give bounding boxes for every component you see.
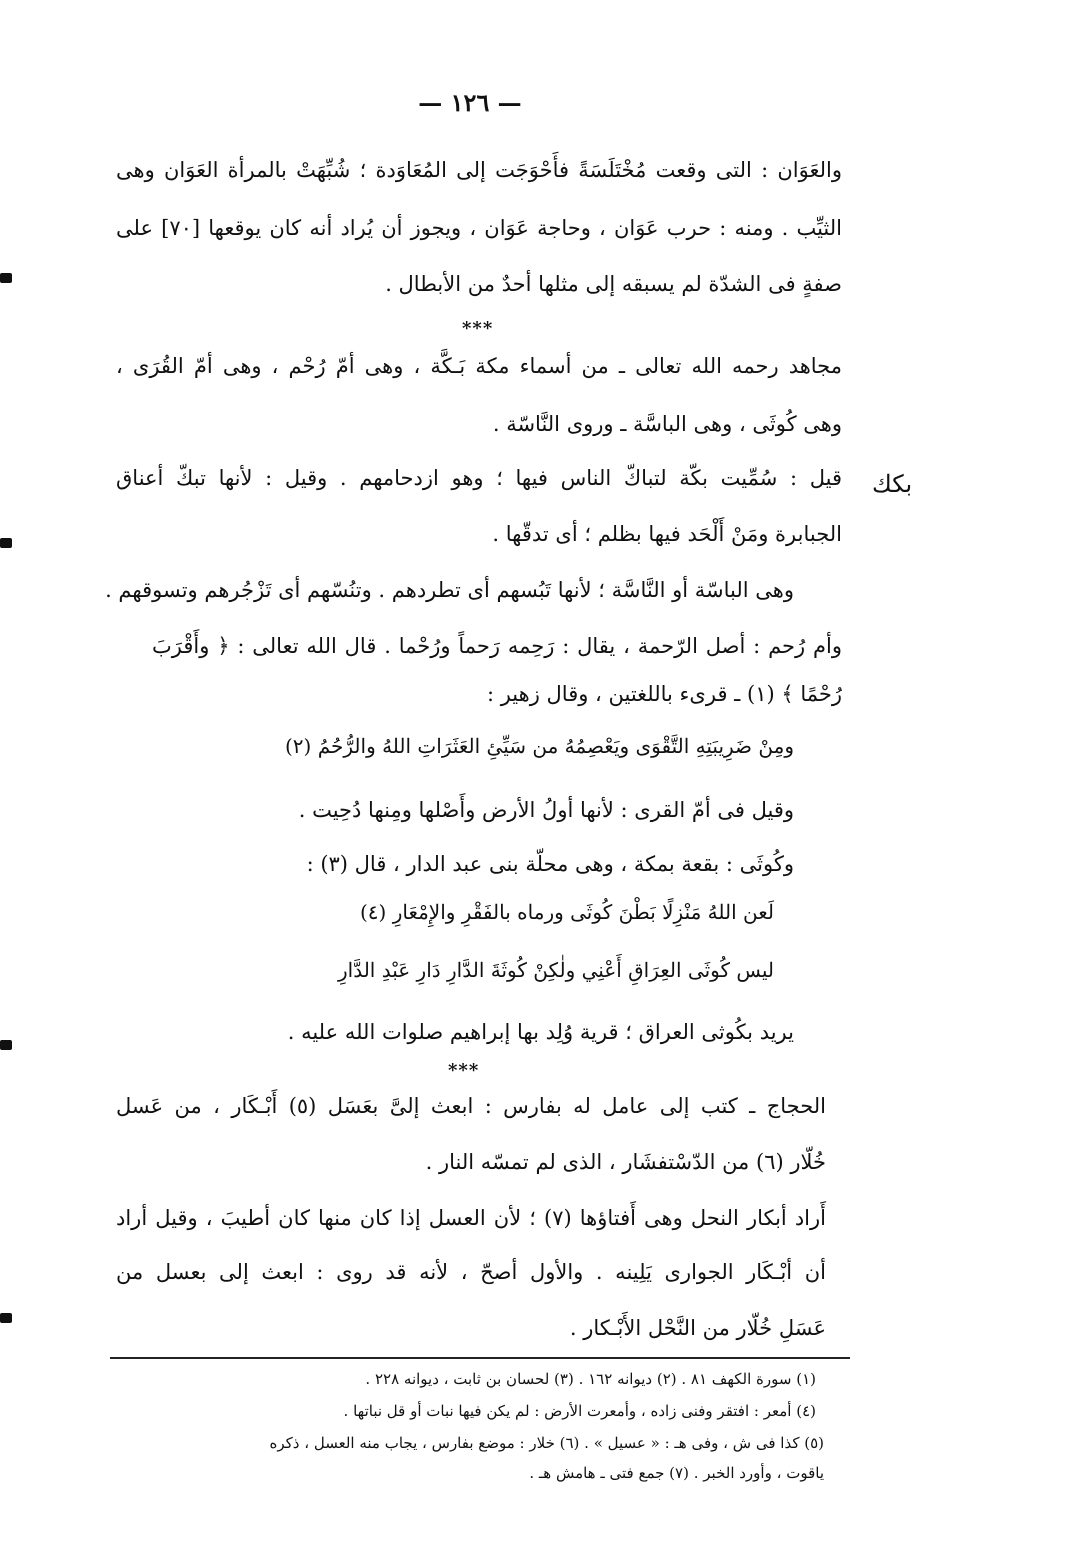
text-line: الثيِّب . ومنه : حرب عَوَان ، وحاجة عَوَان ، ويجوز أن يُراد أنه كان يوقعها [٧٠] على <box>116 216 842 240</box>
poetry-verse: لَعن اللهُ مَنْزِلًا بَطْنَ كُوثَى ورماه بالفَقْرِ والإِمْعَارِ (٤) <box>359 900 774 924</box>
section-separator: *** <box>448 1060 480 1081</box>
scan-edge-mark <box>0 538 12 548</box>
footnote-divider <box>110 1357 850 1359</box>
text-line: الجبابرة ومَنْ أَلْحَد فيها بظلم ؛ أى تدقّها . <box>492 522 842 546</box>
footnote-line: (١) سورة الكهف ٨١ . (٢) ديوانه ١٦٢ . (٣) لحسان بن ثابت ، ديوانه ٢٢٨ . <box>365 1370 816 1388</box>
footnote-line: (٥) كذا فى ش ، وفى هـ : « عسيل » . (٦) خلار : موضع بفارس ، يجاب منه العسل ، ذكره <box>269 1434 824 1452</box>
poetry-verse: ومِنْ ضَرِيبَتِهِ التَّقْوَى ويَعْصِمُهُ من سَيِّئِ العَثَرَاتِ اللهُ والرُّحُمُ (٢) <box>284 734 794 758</box>
text-line: الحجاج ـ كتب إلى عامل له بفارس : ابعث إلىَّ بعَسَل (٥) أَبْـكَار ، من عَسل <box>116 1094 826 1118</box>
text-line: وكُوثَى : بقعة بمكة ، وهى محلّة بنى عبد الدار ، قال (٣) : <box>306 852 794 876</box>
scan-edge-mark <box>0 273 12 283</box>
poetry-verse: ليس كُوثَى العِرَاقِ أَعْنِي ولٰكِنْ كُوثَةَ الدَّارِ دَارِ عَبْدِ الدَّارِ <box>337 958 774 982</box>
scan-edge-mark <box>0 1040 12 1050</box>
text-line: والعَوَان : التى وقعت مُخْتَلَسَةً فأَحْوَجَت إلى المُعَاوَدة ؛ شُبِّهَتْ بالمرأة العَوَان وهى <box>116 158 842 182</box>
text-line: عَسَلِ خُلّار من النَّحْل الأَبْـكار . <box>569 1316 826 1340</box>
text-line: رُحْمًا ﴾ (١) ـ قرىء باللغتين ، وقال زهير : <box>486 682 842 706</box>
section-separator: *** <box>462 318 494 339</box>
text-line: وهى الباسّة أو النَّاسَّة ؛ لأنها تَبُسهم أى تطردهم . وتنُسّهم أى تَزْجُرهم وتسوقهم . <box>105 578 794 602</box>
scan-edge-mark <box>0 1313 12 1323</box>
footnote-line: ياقوت ، وأورد الخبر . (٧) جمع فتى ـ هامش هـ . <box>529 1464 824 1482</box>
page-number: — ١٢٦ — <box>418 88 522 117</box>
text-line: وهى كُوثَى ، وهى الباسَّة ـ وروى النَّاسّة . <box>492 412 842 436</box>
text-line: قيل : سُمِّيت بكّة لتباكّ الناس فيها ؛ وهو ازدحامهم . وقيل : لأنها تبكّ أعناق <box>116 466 842 490</box>
text-line: صفةٍ فى الشدّة لم يسبقه إلى مثلها أحدٌ من الأبطال . <box>385 272 842 296</box>
text-line: وأم رُحم : أصل الرّحمة ، يقال : رَحِمه رَحماً ورُحْما . قال الله تعالى : ﴿ وأَقْرَبَ <box>152 634 842 658</box>
text-line: خُلّار (٦) من الدّسْتفشَار ، الذى لم تمسّه النار . <box>425 1150 826 1174</box>
text-line: مجاهد رحمه الله تعالى ـ من أسماء مكة بَـكَّة ، وهى أمّ رُحْم ، وهى أمّ القُرَى ، <box>116 354 842 378</box>
text-line: يريد بكُوثى العراق ؛ قرية وُلِد بها إبراهيم صلوات الله عليه . <box>287 1020 794 1044</box>
margin-root-word: بكك <box>872 470 913 498</box>
text-line: أن أبْـكَار الجوارى يَلِينه . والأول أصحّ ، لأنه قد روى : ابعث إلى بعسل من <box>116 1260 826 1284</box>
footnote-line: (٤) أمعر : افتقر وفنى زاده ، وأمعرت الأرض : لم يكن فيها نبات أو قل نباتها . <box>343 1402 816 1420</box>
text-line: أَراد أبكار النحل وهى أَفتاؤها (٧) ؛ لأن العسل إذا كان منها كان أطيبَ ، وقيل أراد <box>116 1206 826 1230</box>
text-line: وقيل فى أمّ القرى : لأنها أولُ الأرض وأَصْلها ومِنها دُحِيت . <box>298 798 794 822</box>
